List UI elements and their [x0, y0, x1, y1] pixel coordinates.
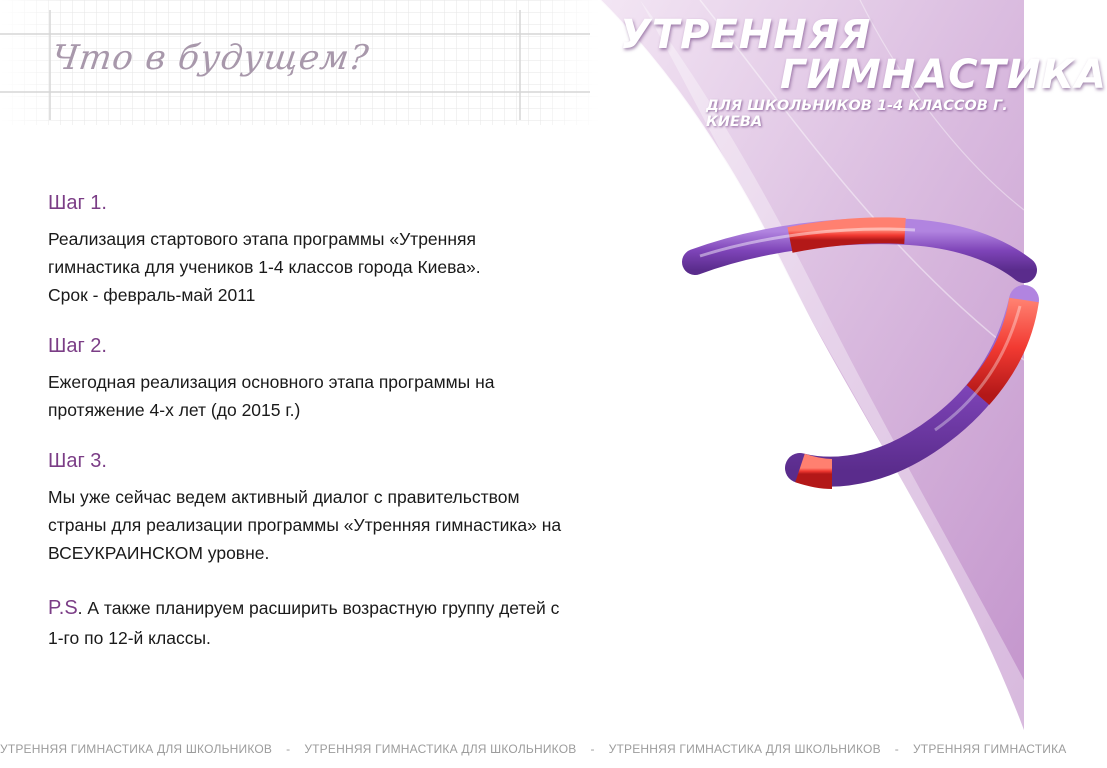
step-line: ВСЕУКРАИНСКОМ уровне.	[48, 543, 270, 563]
brand-title-line2: ГИМНАСТИКА	[780, 52, 1107, 98]
step-title: Шаг 1.	[48, 192, 107, 214]
step-line: Реализация стартового этапа программы «Утренняя	[48, 229, 476, 249]
step-line: Срок - февраль-май 2011	[48, 285, 256, 305]
main-content	[48, 192, 668, 653]
postscript-text: . А также планируем расширить возрастную группу детей с	[77, 598, 560, 618]
footer-ticker	[0, 742, 1067, 756]
step-line: страны для реализации программы «Утренняя гимнастика» на	[48, 515, 562, 535]
footer-separator: -	[894, 742, 899, 756]
footer-item: УТРЕННЯЯ ГИМНАСТИКА ДЛЯ ШКОЛЬНИКОВ	[608, 742, 881, 756]
footer-item: УТРЕННЯЯ ГИМНАСТИКА	[912, 742, 1067, 756]
postscript-line: 1-го по 12-й классы.	[48, 628, 211, 648]
step-1	[48, 192, 668, 309]
step-text	[48, 483, 668, 567]
postscript-label: P.S	[48, 597, 78, 619]
step-line: Мы уже сейчас ведем активный диалог с правительством	[48, 487, 520, 507]
step-text	[48, 368, 668, 424]
step-line: гимнастика для учеников 1-4 классов города Киева».	[48, 257, 481, 277]
step-line: протяжение 4-х лет (до 2015 г.)	[48, 400, 301, 420]
step-3	[48, 450, 668, 567]
footer-separator: -	[590, 742, 595, 756]
step-2	[48, 335, 668, 424]
step-text	[48, 225, 668, 309]
step-line: Ежегодная реализация основного этапа программы на	[48, 372, 495, 392]
step-title: Шаг 2.	[48, 335, 107, 357]
brand-title-line1: УТРЕННЯЯ	[620, 12, 872, 58]
page-title: Что в будущем?	[49, 38, 372, 78]
postscript-line	[48, 593, 668, 623]
postscript	[48, 593, 668, 653]
brand-subtitle: ДЛЯ ШКОЛЬНИКОВ 1-4 КЛАССОВ Г. КИЕВА	[706, 98, 1008, 130]
footer-separator: -	[286, 742, 291, 756]
footer-item: УТРЕННЯЯ ГИМНАСТИКА ДЛЯ ШКОЛЬНИКОВ	[0, 742, 273, 756]
footer-item: УТРЕННЯЯ ГИМНАСТИКА ДЛЯ ШКОЛЬНИКОВ	[304, 742, 577, 756]
step-title: Шаг 3.	[48, 450, 107, 472]
